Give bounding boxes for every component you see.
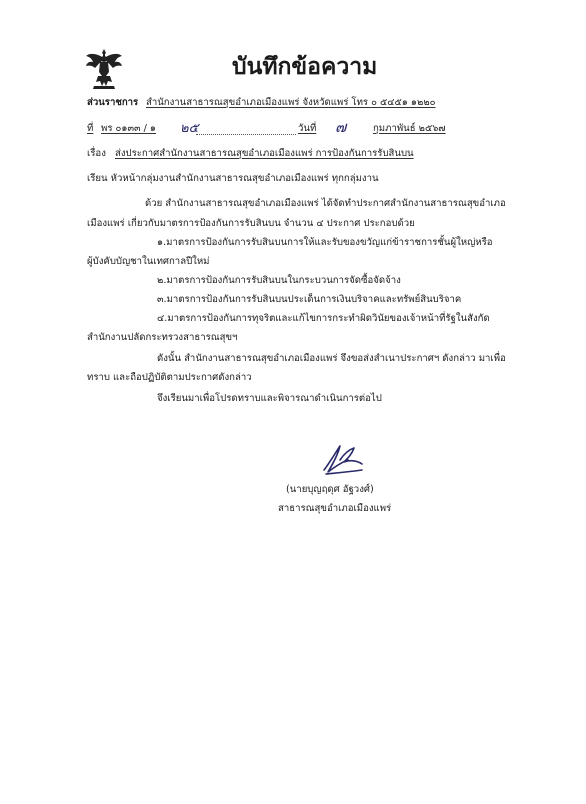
item2: ๒.มาตรการป้องกันการรับสินบนในกระบวนการจัดซื้อจัดจ้าง [157, 275, 401, 286]
handwritten-signature [318, 440, 368, 480]
ref-dotted-line [196, 134, 296, 135]
agency-value: สำนักงานสาธารณสุขอำเภอเมืองแพร่ จังหวัดแพร่ โทร ๐ ๕๔๕๑ ๑๒๒๐ [146, 97, 436, 108]
page-title: บันทึกข้อความ [232, 54, 378, 80]
date-day: ๗ [335, 118, 347, 136]
signatory-position: สาธารณสุขอำเภอเมืองแพร่ [278, 503, 392, 514]
subject-label: เรื่อง [87, 148, 106, 159]
garuda-emblem-icon [84, 48, 124, 92]
para1-line2: เมืองแพร่ เกี่ยวกับมาตรการป้องกันการรับสินบน จำนวน ๔ ประกาศ ประกอบด้วย [87, 218, 415, 229]
date-label: วันที่ [298, 123, 317, 134]
para2-line1: ดังนั้น สำนักงานสาธารณสุขอำเภอเมืองแพร่ จึงขอส่งสำเนาประกาศฯ ดังกล่าว มาเพื่อ [157, 353, 506, 364]
salutation: เรียน หัวหน้ากลุ่มงานสำนักงานสาธารณสุขอำเภอเมืองแพร่ ทุกกลุ่มงาน [87, 173, 379, 184]
ref-handwritten: ๒๕ [180, 121, 199, 136]
item1-line2: ผู้บังคับบัญชาในเทศกาลปีใหม่ [87, 256, 210, 267]
date-rest: กุมภาพันธ์ ๒๕๖๗ [373, 123, 446, 134]
agency-label: ส่วนราชการ [87, 97, 139, 108]
item4-line1: ๔.มาตรการป้องกันการทุจริตและแก้ไขการกระทำผิดวินัยของเจ้าหน้าที่รัฐในสังกัด [157, 313, 490, 324]
subject-value: ส่งประกาศสำนักงานสาธารณสุขอำเภอเมืองแพร่ การป้องกันการรับสินบน [115, 148, 414, 159]
ref-value: พร ๐๑๓๓ / ๑ [101, 123, 157, 134]
item3: ๓.มาตรการป้องกันการรับสินบนประเด็นการเงินบริจาคและทรัพย์สินบริจาค [157, 294, 462, 305]
closing: จึงเรียนมาเพื่อโปรดทราบและพิจารณาดำเนินการต่อไป [157, 393, 382, 404]
para1-line1: ด้วย สำนักงานสาธารณสุขอำเภอเมืองแพร่ ได้จัดทำประกาศสำนักงานสาธารณสุขอำเภอ [145, 198, 506, 209]
item1-line1: ๑.มาตรการป้องกันการรับสินบนการให้และรับของขวัญแก่ข้าราชการชั้นผู้ใหญ่หรือ [157, 237, 493, 248]
para2-line2: ทราบ และถือปฏิบัติตามประกาศดังกล่าว [87, 372, 252, 383]
ref-label: ที่ [87, 123, 94, 134]
item4-line2: สำนักงานปลัดกระทรวงสาธารณสุขฯ [87, 332, 238, 343]
signatory-name: (นายบุญฤดุศ อัฐวงศ์) [286, 484, 374, 495]
